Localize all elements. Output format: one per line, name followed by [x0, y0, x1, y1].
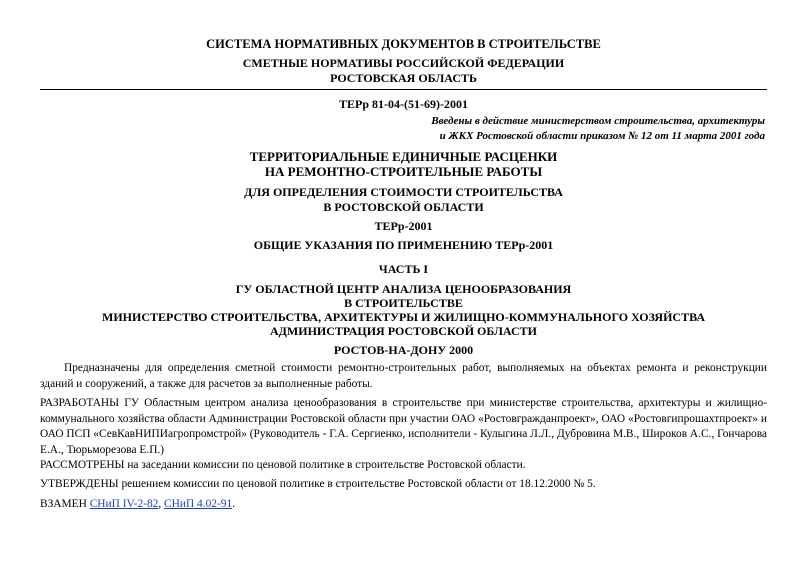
paragraph-purpose: Предназначены для определения сметной стоимости ремонтно-строительных работ, выполняемых на объектах ремонта и реконструкции зданий и сооружений, а также для расчетов за выполненные работы.	[40, 362, 767, 390]
paragraph-replaces	[40, 497, 767, 513]
short-code: ТЕРр-2001	[374, 219, 433, 233]
purpose-line1: ДЛЯ ОПРЕДЕЛЕНИЯ СТОИМОСТИ СТРОИТЕЛЬСТВА	[244, 185, 563, 199]
org-line2: В СТРОИТЕЛЬСТВЕ	[344, 296, 463, 310]
purpose-line2: В РОСТОВСКОЙ ОБЛАСТИ	[323, 200, 484, 214]
paragraph-approved: УТВЕРЖДЕНЫ решением комиссии по ценовой политике в строительстве Ростовской области от 18.12.2000 № 5.	[40, 478, 596, 490]
paragraph-reviewed: РАССМОТРЕНЫ на заседании комиссии по ценовой политике в строительстве Ростовской области.	[40, 459, 526, 471]
part-label: ЧАСТЬ I	[378, 262, 429, 276]
paragraph-developed: РАЗРАБОТАНЫ ГУ Областным центром анализа ценообразования в строительстве при министерстве строительства, архитектуры и жилищно-коммунального хозяйства области Администрации Ростовской области при участии ОАО «Ростовгражданпроект», ОАО «Ростовгипрошахтпроект» и ОАО ПСП «СевКавНИПИагропромстрой» (Руководитель - Г.А. Сергиенко, исполнители - Кулыгина Л.Л., Дубровина М.В., Широков А.С., Гончарова Е.А., Тюрьморезова Е.П.)	[40, 397, 767, 456]
org-line1: ГУ ОБЛАСТНОЙ ЦЕНТР АНАЛИЗА ЦЕНООБРАЗОВАНИЯ	[235, 282, 572, 296]
norms-heading-line1: СМЕТНЫЕ НОРМАТИВЫ РОССИЙСКОЙ ФЕДЕРАЦИИ	[242, 56, 565, 70]
title-line1: ТЕРРИТОРИАЛЬНЫЕ ЕДИНИЧНЫЕ РАСЦЕНКИ	[249, 149, 558, 164]
intro-line1: Введены в действие министерством строительства, архитектуры	[431, 115, 765, 127]
general-instructions: ОБЩИЕ УКАЗАНИЯ ПО ПРИМЕНЕНИЮ ТЕРр-2001	[253, 238, 554, 252]
snip-4-02-91-link[interactable]: СНиП 4.02-91	[164, 498, 233, 510]
header-divider	[40, 89, 767, 90]
system-heading: СИСТЕМА НОРМАТИВНЫХ ДОКУМЕНТОВ В СТРОИТЕЛЬСТВЕ	[206, 37, 601, 51]
intro-line2: и ЖКХ Ростовской области приказом № 12 от 11 марта 2001 года	[439, 130, 765, 142]
snip-iv-2-82-link[interactable]: СНиП IV-2-82	[89, 498, 159, 510]
norms-heading-line2: РОСТОВСКАЯ ОБЛАСТЬ	[330, 71, 477, 85]
org-line3: МИНИСТЕРСТВО СТРОИТЕЛЬСТВА, АРХИТЕКТУРЫ И ЖИЛИЩНО-КОММУНАЛЬНОГО ХОЗЯЙСТВА	[102, 310, 705, 324]
title-line2: НА РЕМОНТНО-СТРОИТЕЛЬНЫЕ РАБОТЫ	[264, 164, 543, 179]
replaces-suffix: .	[232, 498, 236, 510]
doc-code: ТЕРр 81-04-(51-69)-2001	[339, 97, 468, 111]
replaces-prefix: ВЗАМЕН	[40, 498, 90, 510]
org-line4: АДМИНИСТРАЦИЯ РОСТОВСКОЙ ОБЛАСТИ	[269, 324, 538, 338]
replaces-separator: ,	[158, 498, 165, 510]
city-year: РОСТОВ-НА-ДОНУ 2000	[333, 343, 474, 357]
